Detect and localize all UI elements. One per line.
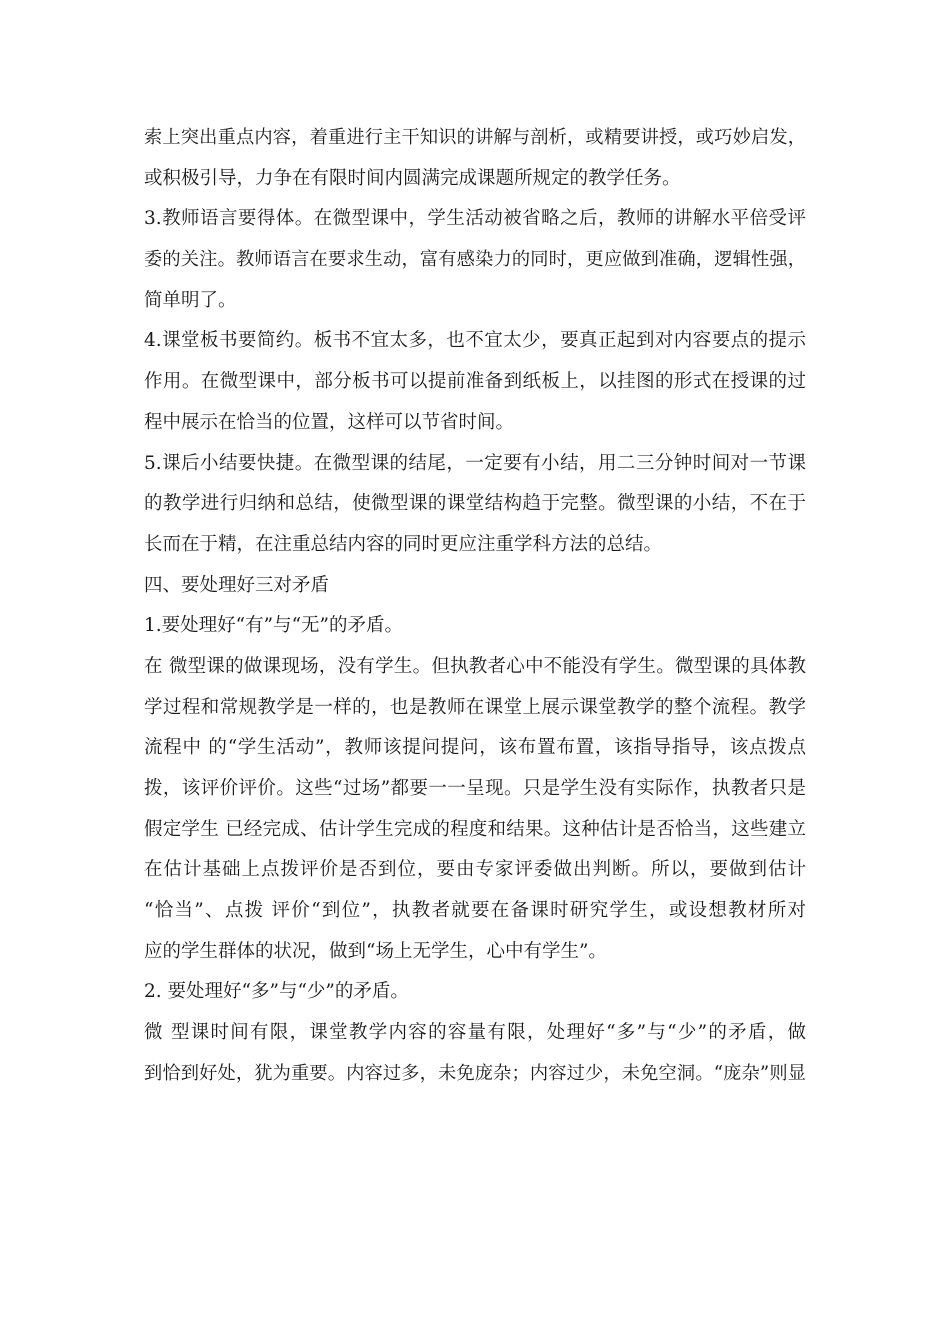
text-line: 流程中 的“学生活动”，教师该提问提问，该布置布置，该指导指导，该点拨点	[144, 737, 806, 759]
text-line: 简单明了。	[144, 289, 237, 311]
text-line: 应的学生群体的状况，做到“场上无学生，心中有学生”。	[144, 940, 607, 962]
text-line: 程中展示在恰当的位置，这样可以节省时间。	[144, 411, 515, 433]
text-line: 四、要处理好三对矛盾	[144, 574, 330, 596]
text-line: 1.要处理好“有”与“无”的矛盾。	[144, 615, 403, 637]
text-line: 委的关注。教师语言在要求生动，富有感染力的同时，更应做到准确，逻辑性强，	[144, 249, 806, 271]
text-line: 长而在于精，在注重总结内容的同时更应注重学科方法的总结。	[144, 533, 663, 555]
text-line: 或积极引导，力争在有限时间内圆满完成课题所规定的教学任务。	[144, 167, 681, 189]
text-line: 5.课后小结要快捷。在微型课的结尾，一定要有小结，用二三分钟时间对一节课	[144, 452, 806, 474]
text-line: 学过程和常规教学是一样的，也是教师在课堂上展示课堂教学的整个流程。教学	[144, 696, 806, 718]
text-line: 到恰到好处，犹为重要。内容过多，未免庞杂；内容过少，未免空洞。“庞杂”则显	[144, 1062, 806, 1084]
body-text	[144, 118, 806, 1095]
text-line: 索上突出重点内容，着重进行主干知识的讲解与剖析，或精要讲授，或巧妙启发，	[144, 127, 806, 148]
text-line: 的教学进行归纳和总结，使微型课的课堂结构趋于完整。微型课的小结，不在于	[144, 493, 806, 515]
text-line: 3.教师语言要得体。在微型课中，学生活动被省略之后，教师的讲解水平倍受评	[144, 208, 806, 230]
text-line: 4.课堂板书要简约。板书不宜太多，也不宜太少，要真正起到对内容要点的提示	[144, 330, 806, 352]
text-line: 作用。在微型课中，部分板书可以提前准备到纸板上，以挂图的形式在授课的过	[144, 371, 806, 393]
text-line: 微 型课时间有限，课堂教学内容的容量有限，处理好“多”与“少”的矛盾，做	[144, 1022, 806, 1044]
text-line: 在估计基础上点拨评价是否到位，要由专家评委做出判断。所以，要做到估计	[144, 859, 806, 881]
text-line: 2. 要处理好“多”与“少”的矛盾。	[144, 981, 409, 1003]
text-line: 假定学生 已经完成、估计学生完成的程度和结果。这种估计是否恰当，这些建立	[144, 818, 806, 840]
text-line: “恰当”、点拨 评价“到位”，执教者就要在备课时研究学生，或设想教材所对	[144, 900, 806, 922]
text-line: 在 微型课的做课现场，没有学生。但执教者心中不能没有学生。微型课的具体教	[144, 655, 806, 677]
text-line: 拨，该评价评价。这些“过场”都要一一呈现。只是学生没有实际作，执教者只是	[144, 778, 806, 799]
